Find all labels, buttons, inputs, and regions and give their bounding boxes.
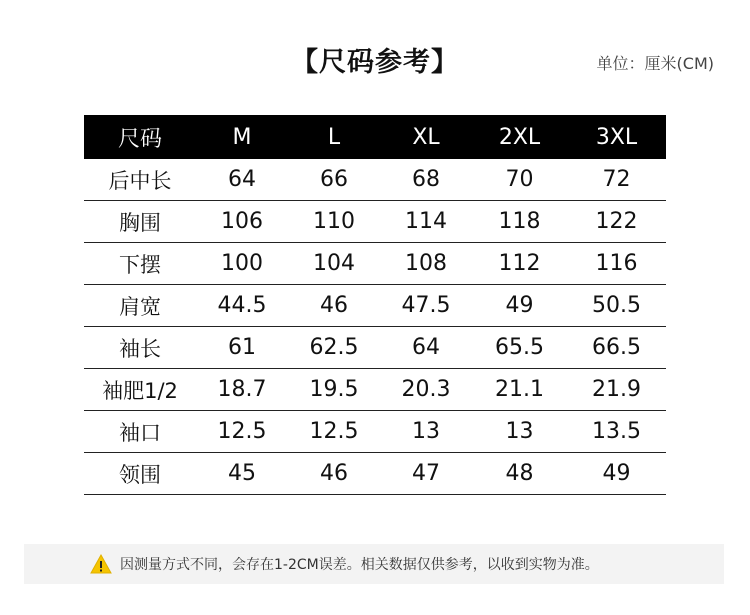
size-value-cell: 12.5 [288, 411, 380, 453]
row-label-cell: 胸围 [84, 201, 196, 243]
size-chart-table [84, 115, 666, 495]
table-row [84, 201, 666, 243]
size-value-cell: 64 [380, 327, 472, 369]
size-value-cell: 46 [288, 453, 380, 495]
row-label-cell: 袖肥1/2 [84, 369, 196, 411]
size-value-cell: 13.5 [567, 411, 666, 453]
row-label-cell: 后中长 [84, 159, 196, 201]
size-value-cell: 50.5 [567, 285, 666, 327]
size-value-cell: 70 [472, 159, 567, 201]
size-value-cell: 64 [196, 159, 288, 201]
size-value-cell: 21.9 [567, 369, 666, 411]
size-value-cell: 104 [288, 243, 380, 285]
header-cell: 尺码 [84, 115, 196, 159]
size-value-cell: 66.5 [567, 327, 666, 369]
notice-text: 因测量方式不同，会存在1-2CM误差。相关数据仅供参考，以收到实物为准。 [120, 557, 599, 573]
size-value-cell: 49 [567, 453, 666, 495]
size-value-cell: 44.5 [196, 285, 288, 327]
size-value-cell: 12.5 [196, 411, 288, 453]
size-value-cell: 47 [380, 453, 472, 495]
table-row [84, 243, 666, 285]
size-value-cell: 112 [472, 243, 567, 285]
row-label-cell: 袖长 [84, 327, 196, 369]
size-value-cell: 21.1 [472, 369, 567, 411]
size-value-cell: 68 [380, 159, 472, 201]
size-value-cell: 13 [380, 411, 472, 453]
size-value-cell: 116 [567, 243, 666, 285]
size-value-cell: 13 [472, 411, 567, 453]
size-value-cell: 49 [472, 285, 567, 327]
table-header-row [84, 115, 666, 159]
size-value-cell: 46 [288, 285, 380, 327]
size-value-cell: 118 [472, 201, 567, 243]
row-label-cell: 领围 [84, 453, 196, 495]
size-value-cell: 19.5 [288, 369, 380, 411]
size-value-cell: 61 [196, 327, 288, 369]
size-value-cell: 66 [288, 159, 380, 201]
size-value-cell: 18.7 [196, 369, 288, 411]
size-value-cell: 45 [196, 453, 288, 495]
row-label-cell: 下摆 [84, 243, 196, 285]
header-cell: 3XL [567, 115, 666, 159]
header-cell: XL [380, 115, 472, 159]
size-value-cell: 48 [472, 453, 567, 495]
header-cell: M [196, 115, 288, 159]
table-row [84, 327, 666, 369]
table-row [84, 453, 666, 495]
page-title: 【尺码参考】 [291, 47, 459, 78]
unit-label: 单位：厘米(CM) [596, 54, 714, 73]
size-value-cell: 110 [288, 201, 380, 243]
size-value-cell: 100 [196, 243, 288, 285]
header-cell: L [288, 115, 380, 159]
table-row [84, 369, 666, 411]
size-value-cell: 62.5 [288, 327, 380, 369]
header-cell: 2XL [472, 115, 567, 159]
size-value-cell: 72 [567, 159, 666, 201]
size-value-cell: 114 [380, 201, 472, 243]
size-value-cell: 20.3 [380, 369, 472, 411]
row-label-cell: 肩宽 [84, 285, 196, 327]
notice-bar [24, 544, 724, 584]
row-label-cell: 袖口 [84, 411, 196, 453]
size-value-cell: 108 [380, 243, 472, 285]
size-value-cell: 65.5 [472, 327, 567, 369]
table-row [84, 159, 666, 201]
size-value-cell: 47.5 [380, 285, 472, 327]
warning-icon [90, 554, 112, 574]
table-row [84, 411, 666, 453]
size-value-cell: 106 [196, 201, 288, 243]
table-row [84, 285, 666, 327]
size-value-cell: 122 [567, 201, 666, 243]
